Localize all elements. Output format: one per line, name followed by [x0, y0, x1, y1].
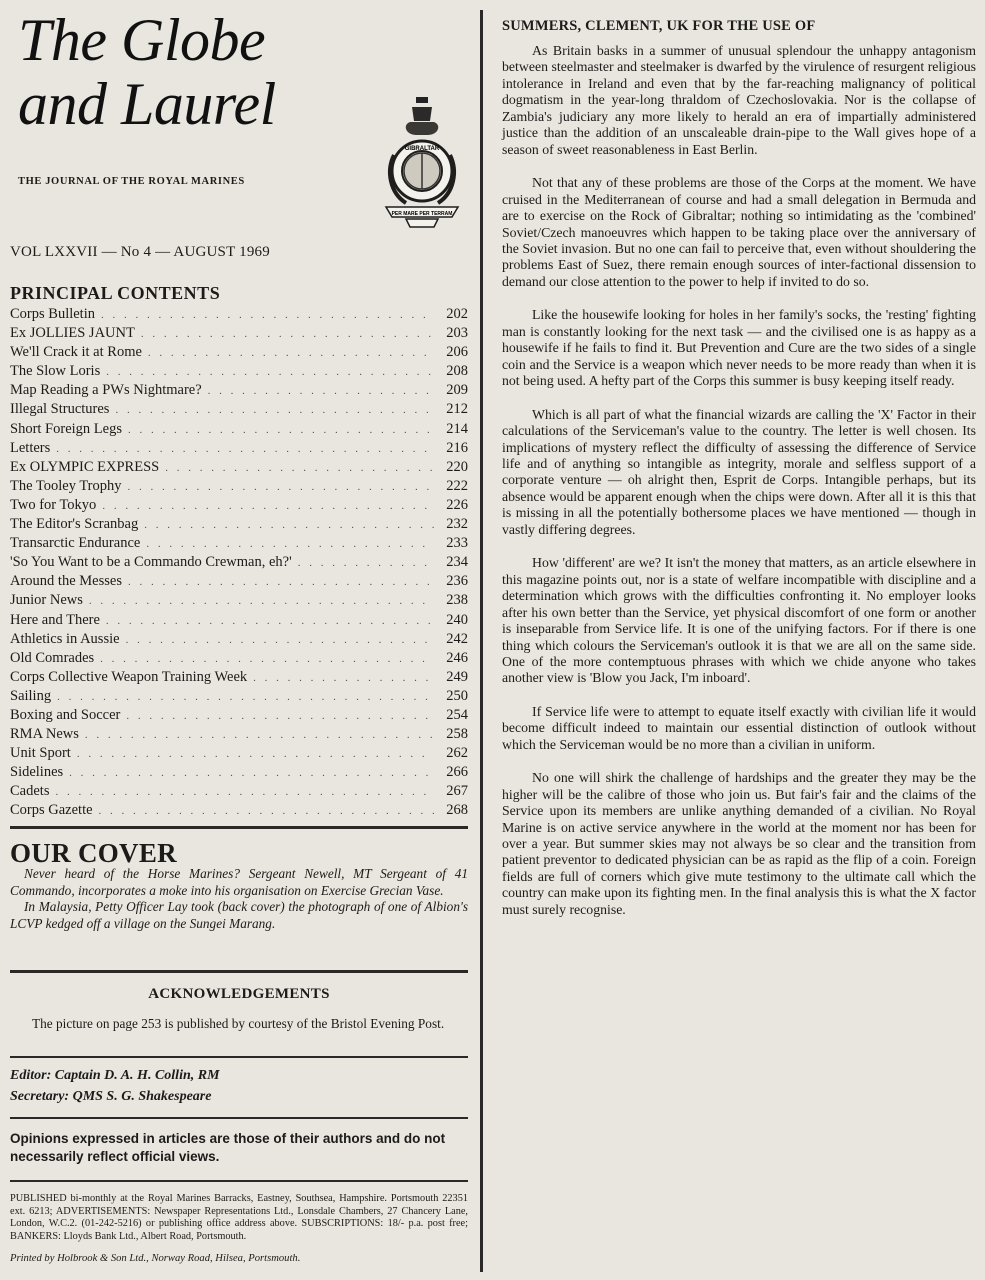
contents-item — [10, 764, 468, 783]
contents-item — [10, 707, 468, 726]
contents-item-title: Corps Collective Weapon Training Week — [10, 668, 248, 685]
article-paragraph: Which is all part of what the financial wizards are calling the 'X' Factor in their calculations of the Serviceman's value to the country. The letter is well chosen. Its implications of mystery reflect the difficulty of assessing the difference of Service life and of anything so intangible as integrity, morale and selfless support of a corporate venture — oh alright then, Esprit de Corps. Intangible perhaps, but its absence would be apparent enough when the chips were down. After all it is this that is missing in all the potentially bothersome places we have mentioned — though in vastly differing degrees. — [502, 406, 976, 537]
section-divider — [10, 1056, 468, 1058]
contents-item-leader — [126, 634, 434, 646]
contents-item-leader — [115, 404, 434, 416]
contents-item — [10, 421, 468, 440]
issue-volume-line: VOL LXXVII — No 4 — AUGUST 1969 — [10, 244, 270, 260]
contents-item-leader — [69, 767, 434, 779]
contents-item-page: 216 — [446, 439, 468, 456]
section-divider — [10, 970, 468, 973]
contents-item-leader — [106, 366, 434, 378]
contents-item — [10, 382, 468, 401]
contents-item-page: 240 — [446, 611, 468, 628]
contents-item-page: 214 — [446, 420, 468, 437]
contents-item-title: Athletics in Aussie — [10, 630, 120, 647]
acknowledgements-heading: ACKNOWLEDGEMENTS — [148, 986, 330, 1002]
contents-item-leader — [89, 595, 434, 607]
contents-item — [10, 612, 468, 631]
contents-item-leader — [144, 519, 434, 531]
contents-item-page: 250 — [446, 687, 468, 704]
article-body — [502, 43, 976, 935]
contents-item-leader — [146, 538, 434, 550]
contents-item-title: Here and There — [10, 611, 100, 628]
contents-item-leader — [102, 500, 434, 512]
masthead — [18, 7, 368, 187]
cover-paragraph: In Malaysia, Petty Officer Lay took (back cover) the photograph of one of Albion's LCVP kedged off a village on the Sungei Marang. — [10, 899, 468, 931]
contents-item-title: The Editor's Scranbag — [10, 516, 139, 533]
contents-item-page: 232 — [446, 516, 468, 533]
contents-item — [10, 535, 468, 554]
contents-item-title: Two for Tokyo — [10, 496, 97, 513]
contents-item-page: 220 — [446, 458, 468, 475]
contents-item-page: 202 — [446, 306, 468, 322]
section-divider — [10, 1117, 468, 1119]
contents-item — [10, 478, 468, 497]
contents-item-title: We'll Crack it at Rome — [10, 344, 142, 361]
contents-item — [10, 669, 468, 688]
contents-item — [10, 344, 468, 363]
contents-item-leader — [126, 710, 434, 722]
cover-paragraph: Never heard of the Horse Marines? Sergeant Newell, MT Sergeant of 41 Commando, incorporates a moke into his organisation on Exercise Grecian Vase. — [10, 866, 468, 898]
contents-item-page: 249 — [446, 668, 468, 685]
contents-item-leader — [141, 328, 434, 340]
article-paragraph: As Britain basks in a summer of unusual splendour the unhappy antagonism between steelmaster and steelmaker is dwarfed by the virulence of resurgent religious intolerance in Ireland and even that by the far-reaching malignancy of political dogmatism in the year-long thraldom of Czechoslovakia. Nor is the collapse of Zambia's judiciary any more likely to herald an era of impartially administered justice than the addition of an unscaleable drain-pipe to the Wall gives hope of a season of sweet reasonableness in East Berlin. — [502, 43, 976, 157]
contents-item-page: 238 — [446, 592, 468, 609]
acknowledgements-paragraph: The picture on page 253 is published by courtesy of the Bristol Evening Post. — [32, 1016, 445, 1031]
contents-item-page: 212 — [446, 401, 468, 418]
contents-item-title: Around the Messes — [10, 573, 122, 590]
contents-item-leader — [208, 385, 434, 397]
contents-item — [10, 497, 468, 516]
contents-item-leader — [128, 576, 434, 588]
article-paragraph: Like the housewife looking for holes in her family's socks, the 'resting' fighting man is constantly looking for the next task — and the civilised one is as happy as a housewife if he fails to find it. But Prevention and Cure are the two sides of a single coin and the Service is a weapon which never needs to be more ready than when it is not being used. A hefty part of the Corps this summer is busy keeping itself ready. — [502, 307, 976, 389]
contents-item-title: Boxing and Soccer — [10, 706, 121, 723]
contents-item-title: Map Reading a PWs Nightmare? — [10, 382, 202, 399]
crest-motto-top: GIBRALTAR — [404, 146, 440, 152]
contents-item — [10, 306, 468, 325]
contents-item-title: The Tooley Trophy — [10, 477, 122, 494]
section-divider — [10, 1180, 468, 1182]
contents-item — [10, 631, 468, 650]
left-column — [10, 0, 468, 1280]
contents-heading: PRINCIPAL CONTENTS — [10, 283, 221, 303]
contents-item-title: Ex OLYMPIC EXPRESS — [10, 458, 160, 475]
contents-item-leader — [101, 309, 434, 321]
contents-item-leader — [106, 615, 434, 627]
article-paragraph: Not that any of these problems are those of the Corps at the moment. We have cruised in the Mediterranean of course and had a small delegation in Bermuda and are to exercise on the Rock of Gibraltar; nothing so intimidating as the 'combined' Soviet/Czech manoeuvres which happen to be taking place over the anniversary of the Soviet invasion. But no one can fail to perceive that, even without shouldering the problems East of Suez, there remain enough sources of inter-factional dissension to demand our close attention to the power to help if invited to do so. — [502, 175, 976, 289]
contents-item — [10, 802, 468, 821]
contents-item-page: 242 — [446, 630, 468, 647]
contents-item-title: Letters — [10, 439, 51, 456]
contents-item-title: Unit Sport — [10, 745, 71, 762]
contents-item-leader — [253, 672, 434, 684]
contents-item-page: 262 — [446, 745, 468, 762]
masthead-title-line2: and Laurel — [18, 71, 276, 137]
contents-item-leader — [298, 557, 434, 569]
crest-motto-bottom: PER MARE PER TERRAM — [391, 211, 453, 217]
contents-item — [10, 783, 468, 802]
contents-item — [10, 325, 468, 344]
contents-item-leader — [57, 691, 434, 703]
contents-item-leader — [85, 729, 434, 741]
contents-item-page: 222 — [446, 477, 468, 494]
article-paragraph: If Service life were to attempt to equate itself exactly with civilian life it would become difficult indeed to maintain our essential distinction of outlook without which the Serviceman would be no more than a civilian in uniform. — [502, 703, 976, 752]
contents-item — [10, 440, 468, 459]
contents-item-leader — [77, 748, 434, 760]
disclaimer-text: Opinions expressed in articles are those of their authors and do not necessarily reflect official views. — [10, 1131, 446, 1164]
contents-item — [10, 726, 468, 745]
contents-item-leader — [148, 347, 434, 359]
contents-item-leader — [128, 481, 434, 493]
article-paragraph: How 'different' are we? It isn't the money that matters, as an article elsewhere in this magazine points out, nor is a state of welfare incompatible with discipline and a determination which grows with the difficulties confronting it. No employer looks after his own better than the Service, yet physical discomfort of one form or another is inseparable from Service life. It is one of the unifying factors. For if there is one thing which colours the Serviceman's outlook it is that we are all on the same side. One of the more contemptuous phrases with which we chide anyone who takes another view is 'Blow you Jack, I'm inboard'. — [502, 555, 976, 686]
editor-credit: Editor: Captain D. A. H. Collin, RM — [10, 1068, 220, 1083]
contents-list — [10, 306, 468, 822]
contents-item — [10, 592, 468, 611]
contents-item-page: 233 — [446, 535, 468, 552]
contents-item — [10, 459, 468, 478]
contents-item — [10, 688, 468, 707]
contents-item-page: 266 — [446, 764, 468, 781]
contents-item — [10, 554, 468, 573]
contents-item-title: Corps Bulletin — [10, 306, 95, 322]
masthead-title-line1: The Globe — [18, 7, 266, 73]
royal-marines-crest-icon — [382, 95, 462, 235]
contents-item-leader — [165, 462, 434, 474]
contents-item-leader — [100, 653, 434, 665]
contents-item-title: Old Comrades — [10, 649, 95, 666]
section-divider — [10, 826, 468, 829]
contents-item — [10, 401, 468, 420]
article-paragraph: No one will shirk the challenge of hardships and the greater they may be the higher will be the calibre of those who join us. But fair's fair and the claims of the Service upon its members are unlike anything demanded of a civilian. No Royal Marine is on active service anywhere in the world at the moment nor has been for over a year. But summer skies may not always be so clear and the transition from patient preventor to dedicated physician can be as rapid as the flip of a coin. Foreign fields are full of corners which give mute testimony to the ultimate call which the country can make upon its fighting men. In the final analysis this is what the X factor must surely recognise. — [502, 770, 976, 917]
contents-item-page: 268 — [446, 802, 468, 819]
contents-item-page: 258 — [446, 726, 468, 743]
contents-item-leader — [128, 424, 434, 436]
contents-item-page: 203 — [446, 325, 468, 342]
contents-item-title: Cadets — [10, 783, 50, 800]
publication-info: PUBLISHED bi-monthly at the Royal Marines Barracks, Eastney, Southsea, Hampshire. Portsmouth 22351 ext. 6213; ADVERTISEMENTS: Newspaper Representations Ltd., Lonsdale Chambers, 27 Chancery Lane, London, W.C.2. (01-242-5216) or publishing office address above. SUBSCRIPTIONS: 18/- p.a. post free; BANKERS: Lloyds Bank Ltd., Albert Road, Portsmouth. — [10, 1193, 468, 1242]
contents-item-page: 226 — [446, 496, 468, 513]
contents-item-page: 208 — [446, 363, 468, 380]
contents-item-title: Illegal Structures — [10, 401, 110, 418]
contents-item-title: 'So You Want to be a Commando Crewman, eh?' — [10, 554, 292, 571]
contents-item-title: Corps Gazette — [10, 802, 93, 819]
contents-item-page: 209 — [446, 382, 468, 399]
printer-credit: Printed by Holbrook & Son Ltd., Norway Road, Hilsea, Portsmouth. — [10, 1253, 301, 1264]
acknowledgements-text — [10, 1016, 468, 1032]
contents-item — [10, 363, 468, 382]
masthead-subtitle: THE JOURNAL OF THE ROYAL MARINES — [18, 176, 245, 187]
contents-item-title: Sailing — [10, 687, 52, 704]
contents-item-title: Transarctic Endurance — [10, 535, 141, 552]
contents-item-page: 267 — [446, 783, 468, 800]
right-column — [502, 0, 976, 1280]
contents-item-leader — [99, 805, 434, 817]
contents-item-leader — [56, 443, 434, 455]
contents-item — [10, 516, 468, 535]
contents-item-title: Short Foreign Legs — [10, 420, 122, 437]
contents-item-page: 236 — [446, 573, 468, 590]
column-divider — [480, 10, 483, 1272]
cover-description — [10, 866, 468, 932]
contents-item-title: RMA News — [10, 726, 79, 743]
contents-item-title: Sidelines — [10, 764, 64, 781]
contents-item-leader — [55, 786, 434, 798]
contents-item-title: Junior News — [10, 592, 83, 609]
secretary-credit: Secretary: QMS S. G. Shakespeare — [10, 1089, 212, 1104]
contents-item — [10, 573, 468, 592]
contents-item-page: 254 — [446, 706, 468, 723]
staff-credits — [10, 1065, 468, 1107]
contents-item-page: 206 — [446, 344, 468, 361]
article-heading: SUMMERS, CLEMENT, UK FOR THE USE OF — [502, 18, 816, 34]
contents-item — [10, 650, 468, 669]
contents-item-title: Ex JOLLIES JAUNT — [10, 325, 135, 342]
contents-item-page: 246 — [446, 649, 468, 666]
contents-item-page: 234 — [446, 554, 468, 571]
cover-heading: OUR COVER — [10, 838, 177, 868]
contents-item-title: The Slow Loris — [10, 363, 101, 380]
contents-item — [10, 745, 468, 764]
